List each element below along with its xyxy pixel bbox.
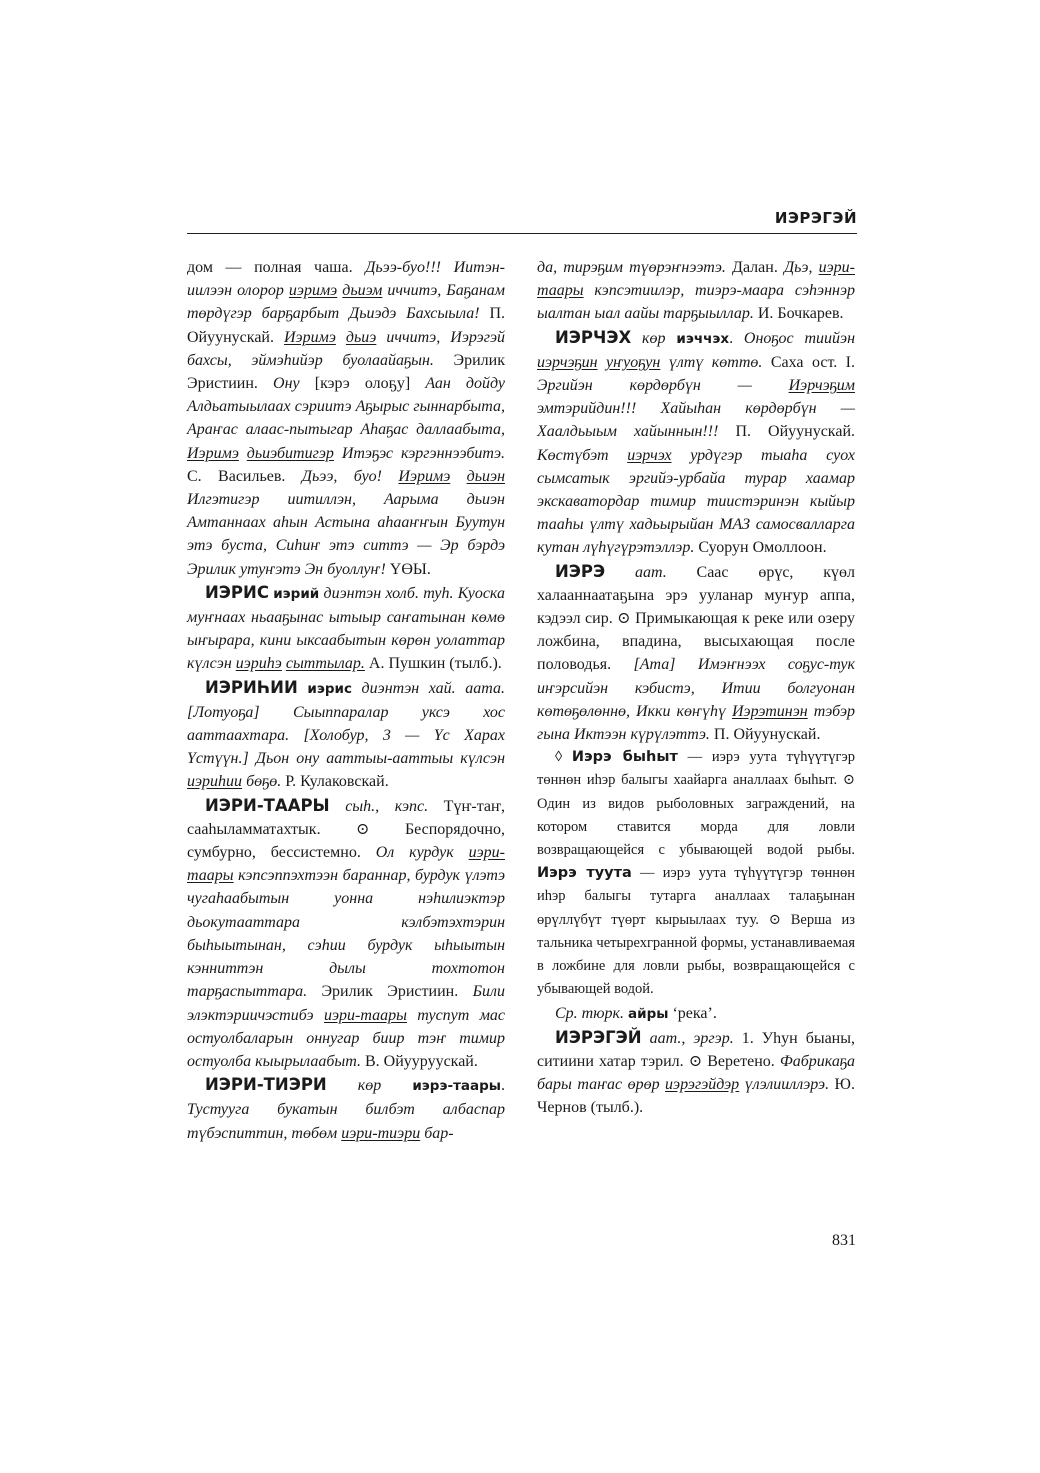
example-text: Дьэ, [783,259,819,276]
example-text: Илгэтигэр иитиллэн, Аарыма дьиэн Амтаннаах аһын Астына аһааҥҥын Буутун этэ буста, Сиһиҥ этэ ситтэ — Эр бэрдэ Эрилик утуҥэтэ Эн буоллуҥ! [187,491,505,578]
etymology-note [537,1002,855,1026]
grammar-note: сыһ., кэпс. [329,797,444,815]
example-keyword: Иэримэ [187,444,239,462]
grammar-note: аат. [605,563,697,581]
text-run: . [501,1077,505,1095]
etymology-gloss: ‘река’. [668,1004,717,1022]
etymology-label: Ср. тюрк. [555,1004,628,1022]
source-citation: П. Ойуунускай. [187,305,505,346]
source-citation: Далан. [725,259,784,276]
example-text: Дьээ, буо! [301,467,399,485]
example-text: туспут мас остуолбаларын оннугар биир тэҥ тимир остуолба кыырылаабыт. [187,1006,506,1070]
source-citation: Ю. Чернов (тылб.). [537,1076,856,1117]
example-text: Оноҕос тиийэн [743,329,856,347]
source-citation: Суорун Омоллоон. [694,539,827,557]
example-text: эмтэрийдин!!! Хайыһан көрдөрбүн — Хаалдьыым хайыннын!!! [537,400,855,441]
example-text: иччитэ, Иэрэгэй бахсы, эймэһийэр буолаайаҕын. [187,328,506,369]
example-text: кэпсэппэхтээн бараннар, бурдук үлэтэ чугаһаабытын уонна нэһилиэктэр дьокутааттара кэлбэтэхтэрин быһыытынан, сэһии бурдук ыһыытын кэнниттэн дылы тохтотон тарҕаспыттара. [187,867,505,1001]
running-head: ИЭРЭГЭЙ [774,209,857,227]
headword: ИЭРЧЭХ [555,327,632,347]
entry-continuation [187,256,505,581]
page-number: 831 [832,1232,856,1249]
definition: — иэрэ уута түһүүтүгэр төннөн иһэр балыгы тутарга аналлаах талаҕынан өрүллүбүт түөрт кырыылаах туу. ⊙ Верша из тальника четырехгранной формы, устанавливаемая в ложбине для ловли рыбы, возвращающейся с убывающей водой. [537,865,856,998]
example-text: Ону [273,375,300,393]
idiom-section [537,746,855,1001]
example-text: үлтү көттө. [660,353,763,371]
example-text: Ол курдук [375,844,469,862]
example-keyword: Иэрчэҕим [788,377,855,395]
example-text: Тустууга букатын билбэт албаспар түбэспиттин, төбөм [187,1101,505,1142]
source-citation: ҮӨЫ. [385,560,431,578]
text-run: . [729,329,744,347]
example-keyword: иэри-таары [187,844,505,885]
example-keyword: дьиэ [345,328,377,346]
lozenge-marker: ◊ [555,749,572,766]
example-keyword: Иэримэ [284,328,336,346]
example-keyword: сыттылар. [285,655,365,673]
source-citation: И. Бочкарев. [753,305,844,323]
source-citation: В. Ойууруускай. [360,1052,478,1070]
source-citation: Эрилик Эристиин. [187,351,505,393]
example-keyword: иэри-таары [323,1006,407,1024]
example-text: Сыыппаралар уксэ хос ааттаахтара. [Холобур, 3 — Үс Харах Үстүүн.] Дьон ону ааттыы-ааттыы күлсэн [187,703,505,768]
header-rule [187,233,857,234]
source-citation: А. Пушкин (тылб.). [364,655,502,673]
example-text: Дьээ-буо!!! Иитэн-иилээн олорор [187,259,506,300]
entry-iэrэ [537,560,855,747]
entry-iэri-tiэri [187,1073,505,1145]
entry-continuation [537,256,855,326]
example-text: кэпсэтиилэр, тиэрэ-маара сэһэннэр ыалтан ыал аайы тарҕыыллар. [537,282,855,323]
entry-iэri-taary [187,794,505,1073]
text-run [336,329,346,346]
etymology-word: айры [628,1005,669,1022]
example-keyword: иэриһэ [235,655,282,673]
entry-iэrihii [187,676,505,794]
example-text: да, тирэҕим түөрэҥнээтэ. [537,259,726,276]
entry-iэrэgэi [537,1026,855,1120]
example-text: Куоска муҥнаах ньааҕынас ытыыр саҥатынан көмө ыҥырара, кини ыксаабытын көрөн уолаттар күлсэн [187,584,506,673]
example-text: [Лотуоҕа] [187,703,293,721]
example-keyword: иэри-тиэри [341,1124,421,1142]
example-text: Били элэктэриичэстибэ [187,983,505,1024]
example-keyword: дьиэн [466,467,506,485]
definition: Түҥ-таҥ, сааһыламматахтык. ⊙ Беспорядочно, сумбурно, бессистемно. [187,797,505,862]
cross-reference: иэччэх [676,330,730,347]
left-column [187,256,505,1145]
example-keyword: дьиэм [342,282,383,300]
source-citation: П. Ойуунускай. [709,726,821,744]
grammar-note: көр [631,329,677,347]
source-citation: Саха ост. I. [762,353,856,371]
source-citation: С. Васильев. [187,467,302,485]
cross-reference: иэрэ-таары [412,1078,501,1095]
example-text: Аан дойду Алдьатыылаах сэриитэ Аҕырыс гыннарбыта, Араҥас алаас-пытыгар Аһаҕас даллаабыта, [187,375,506,439]
example-text: [Ата] Имэҥнээх соҕус-тук иҥэрсийэн кэбистэ, Итии болгуонан көтөҕөлөннө, Икки көҥүһү [537,656,855,720]
definition: Саас өрүс, күөл халааннаатаҕына эрэ ууланар муҥур аппа, кэдээл сир. ⊙ Примыкающая к реке или озеру ложбина, впадина, высыхающая после половодья. [537,563,855,674]
text-run: дом — полная чаша. [187,259,366,276]
headword: ИЭРЭ [555,561,606,581]
source-citation: Эрилик Эристиин. [307,983,473,1001]
headword: ИЭРИ-ТААРЫ [205,795,330,815]
subentry-headword: Иэрэ быһыт [571,749,678,766]
example-text: бөҕө. [242,773,282,791]
example-keyword: иэрэгэйдэр [665,1076,740,1094]
cross-reference: иэрис [307,680,352,697]
example-text: Эргийэн көрдөрбүн — [537,377,789,395]
example-text: Итэҕэс кэргэннээбитэ. [333,444,505,462]
example-keyword: иэри-таары [537,259,856,300]
example-keyword: дьиэбитигэр [246,444,334,462]
grammar-note: көр [326,1077,413,1095]
entry-iэris [187,581,505,676]
right-column [537,256,855,1120]
source-citation: Р. Кулаковскай. [281,773,389,791]
example-keyword: Иэримэ [398,467,451,485]
example-keyword: иэриһии [187,773,243,791]
grammar-note: диэнтэн холб. туһ. [319,584,458,602]
text-run [239,445,247,462]
example-text: иччитэ, Баҕанам төрдүгэр барҕарбыт Дьиэдэ Бахсыыла! [187,282,506,323]
example-text: урдүгэр тыаһа суох сымсатык эргийэ-урбайа турар хаамар экскаватордар тимир тиистэринэн кыйыр тааһы үлтү хадьырыйан МАЗ самосвалларга кутан лүһүгүрэтэллэр. [537,446,856,557]
example-keyword: Иэрэтинэн [731,702,808,720]
text-run [450,468,466,485]
entry-iэrchэkh [537,326,855,560]
example-text: Фабрикаҕа бары таҥас өрөр [537,1052,855,1094]
example-keyword: уҥуоҕун [606,353,661,371]
example-text: бар- [420,1124,454,1142]
definition: 1. Уһун быаны, ситиини хатар тэрил. ⊙ Веретено. [537,1029,855,1070]
example-keyword: иэрчэҕин [537,353,598,371]
headword: ИЭРИ-ТИЭРИ [205,1075,327,1095]
example-text: үлэлииллэрэ. [739,1076,830,1094]
grammar-note: диэнтэн хай. аата. [351,679,505,697]
example-text: тэбэр гына Иктээн күрүлэттэ. [537,702,855,744]
headword: ИЭРИҺИИ [205,677,298,697]
text-run [598,354,606,371]
grammar-note: аат., эргэр. [641,1029,742,1047]
headword: ИЭРИС [205,582,269,602]
subentry-headword: Иэрэ туута [537,865,632,882]
definition: — иэрэ уута түһүүтүгэр төннөн иһэр балыгы хаайарга аналлаах быһыт. ⊙ Один из видов рыболовных заграждений, на котором ставится морда для ловли возвращающейся с убывающей водой рыбы. [537,749,855,859]
cross-reference: иэрий [273,585,320,602]
example-keyword: иэримэ [288,282,338,300]
source-citation: П. Ойуунускай. [718,423,855,441]
headword: ИЭРЭГЭЙ [555,1027,642,1047]
example-keyword: иэрчэх [627,446,672,464]
example-text: Көстүбэт [537,446,628,464]
text-run: [кэрэ олоҕу] [299,375,426,393]
